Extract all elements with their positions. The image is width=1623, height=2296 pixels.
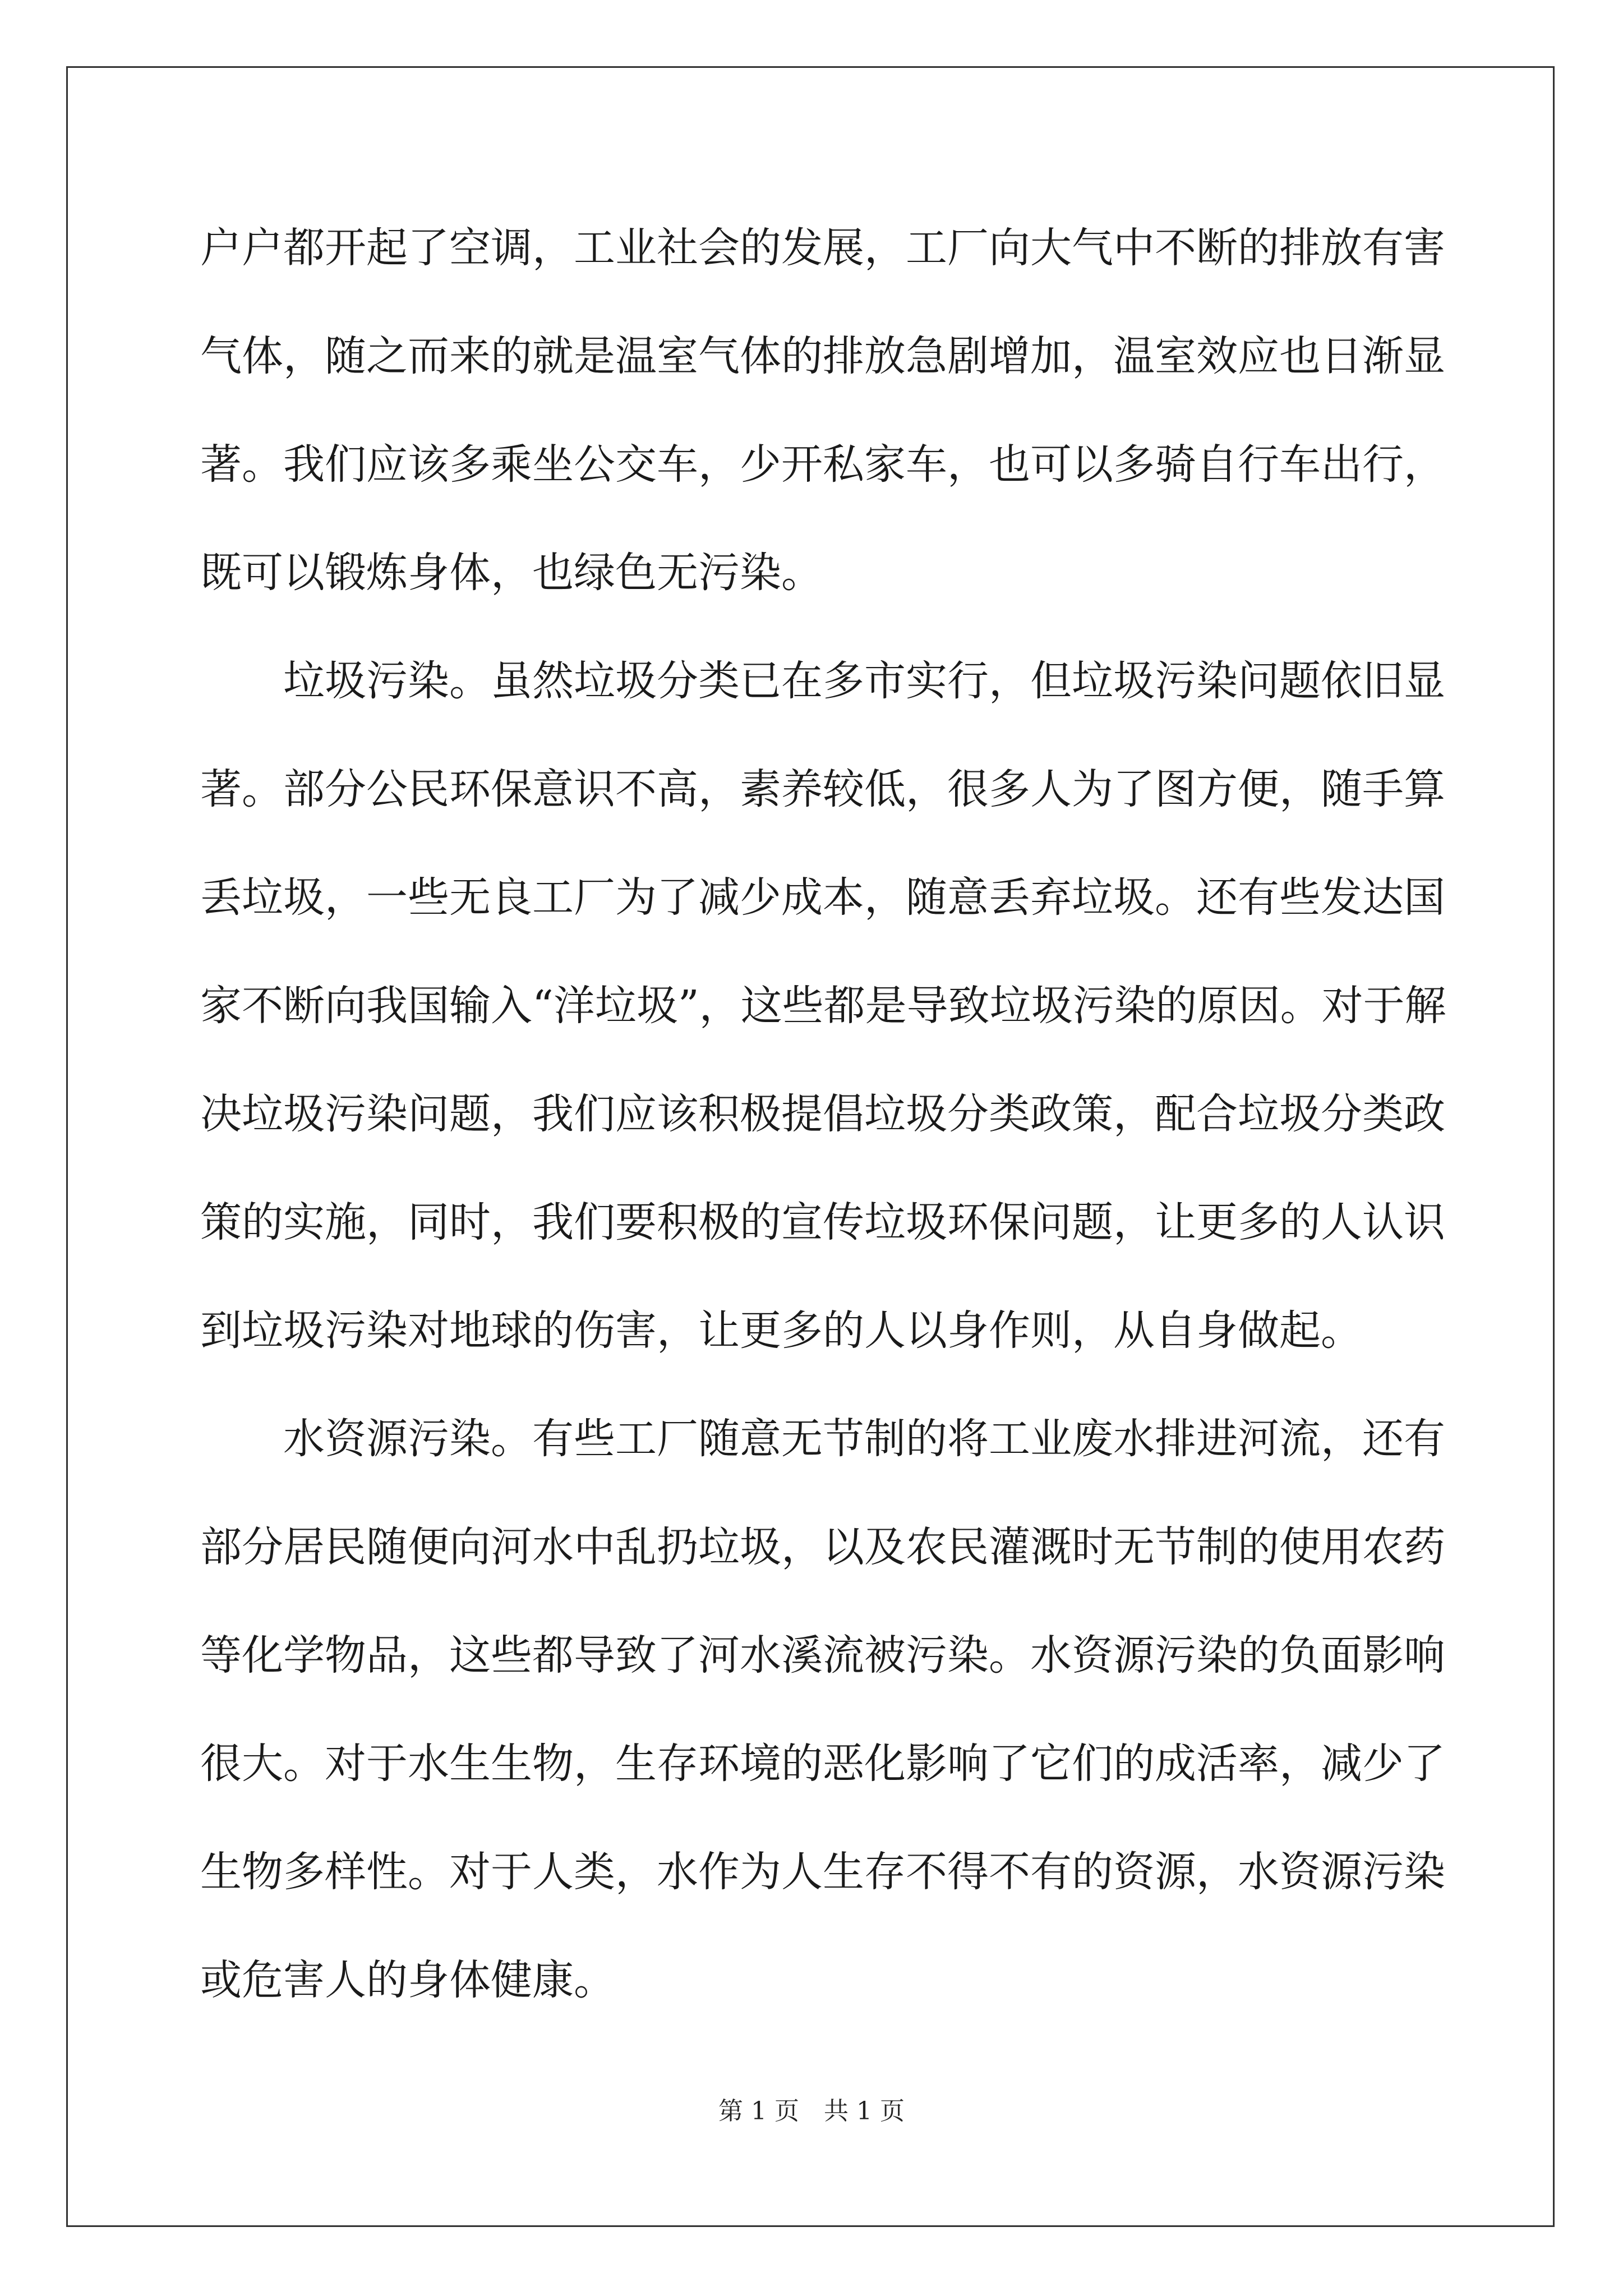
text-line: 生物多样性。对于人类，水作为人生存不得不有的资源，水资源污染 xyxy=(200,1848,1445,1896)
text-line: 决垃圾污染问题，我们应该积极提倡垃圾分类政策，配合垃圾分类政 xyxy=(200,1090,1445,1138)
text-line: 到垃圾污染对地球的伤害，让更多的人以身作则，从自身做起。 xyxy=(200,1306,1362,1355)
text-line: 部分居民随便向河水中乱扔垃圾，以及农民灌溉时无节制的使用农药 xyxy=(200,1523,1445,1571)
text-line: 很大。对于水生生物，生存环境的恶化影响了它们的成活率，减少了 xyxy=(200,1740,1445,1788)
text-line: 水资源污染。有些工厂随意无节制的将工业废水排进河流，还有 xyxy=(200,1415,1445,1463)
text-line: 既可以锻炼身体，也绿色无污染。 xyxy=(200,549,823,597)
text-line: 垃圾污染。虽然垃圾分类已在多市实行，但垃圾污染问题依旧显 xyxy=(200,657,1445,705)
text-line: 户户都开起了空调，工业社会的发展，工厂向大气中不断的排放有害 xyxy=(200,224,1445,272)
text-line: 家不断向我国输入“洋垃圾”，这些都是导致垃圾污染的原因。对于解 xyxy=(200,982,1446,1030)
text-line: 著。我们应该多乘坐公交车，少开私家车，也可以多骑自行车出行， xyxy=(200,440,1445,489)
page-number-footer: 第 1 页 共 1 页 xyxy=(718,2097,905,2125)
text-line: 等化学物品，这些都导致了河水溪流被污染。水资源污染的负面影响 xyxy=(200,1631,1445,1680)
text-line: 策的实施，同时，我们要积极的宣传垃圾环保问题，让更多的人认识 xyxy=(200,1198,1445,1246)
text-line: 丢垃圾，一些无良工厂为了减少成本，随意丢弃垃圾。还有些发达国 xyxy=(200,873,1445,922)
text-line: 或危害人的身体健康。 xyxy=(200,1956,615,2004)
text-line: 气体，随之而来的就是温室气体的排放急剧增加，温室效应也日渐显 xyxy=(200,332,1445,380)
text-line: 著。部分公民环保意识不高，素养较低，很多人为了图方便，随手算 xyxy=(200,765,1445,813)
page-border xyxy=(66,66,1555,2227)
